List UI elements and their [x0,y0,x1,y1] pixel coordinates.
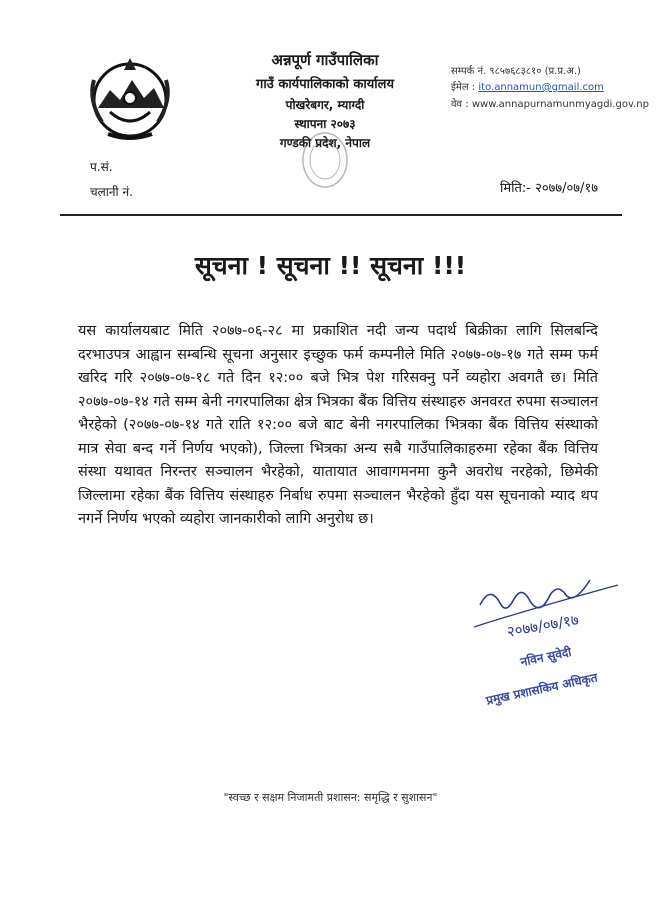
notice-body: यस कार्यालयबाट मिति २०७७-०६-२८ मा प्रकाशित नदी जन्य पदार्थ बिक्रीका लागि सिलबन्दि दरभाउपत्र आह्वान सम्बन्धि सूचना अनुसार इच्छुक फर्म कम्पनीले मिति २०७७-०७-१७ गते सम्म फर्म खरिद गरि २०७७-०७-१८ गते दिन १२:०० बजे भित्र पेश गरिसक्नु पर्ने व्यहोरा अवगतै छ। मिति २०७७-०७-१४ गते सम्म बेनी नगरपालिका क्षेत्र भित्रका बैंक वित्तिय संस्थाहरु अनवरत रुपमा सञ्चालन भैरहेको (२०७७-०७-१४ गते राति १२:०० बजे बाट बेनी नगरपालिका भित्रका बैंक वित्तिय संस्थाको मात्र सेवा बन्द गर्ने निर्णय भएको), जिल्ला भित्रका अन्य सबै गाउँपालिकाहरुमा रहेका बैंक वित्तिय संस्था यथावत निरन्तर सञ्चालन भैरहेको, यातायात आवागमनमा कुनै अवरोध नरहेको, छिमेकी जिल्लामा रहेका बैंक वित्तिय संस्थाहरु निर्बाध रुपमा सञ्चालन भैरहेको हुँदा यस सूचनाको म्याद थप नगर्ने निर्णय भएको व्यहोरा जानकारीको लागि अनुरोध छ। [78,323,598,527]
dispatch-number-label: चलानी नं. [90,185,133,199]
contact-phone: सम्पर्क नं. ९८५७६८३८१० (प्र.प्र.अ.) [451,66,581,77]
handwritten-signature [470,565,620,640]
office-name: अन्नपूर्ण गाउँपालिका [271,51,379,69]
footer-motto: "स्वच्छ र सक्षम निजामती प्रशासन: समृद्धि र सुशासन" [223,791,438,804]
office-subtitle: गाउँ कार्यपालिकाको कार्यालय [256,77,394,92]
signatory-name: नविन सुवेदी [519,644,573,670]
svg-text:२०७७/०७/१७: २०७७/०७/१७ [505,610,581,640]
reference-number-label: प.सं. [90,160,113,174]
office-established: स्थापना २०७३ [294,117,356,131]
email-link[interactable]: ito.annamun@gmail.com [478,82,604,93]
header-divider [60,214,622,216]
office-province: गण्डकी प्रदेश, नेपाल [279,136,371,150]
contact-website[interactable]: वेव : www.annapurnamunmyagdi.gov.np [451,99,649,110]
office-address: पोखरेबगर, म्याग्दी [285,98,365,112]
email-label: ईमेल : [451,82,479,93]
contact-email-line [451,79,604,93]
signatory-title: प्रमुख प्रशासकिय अधिकृत [484,670,599,708]
nepal-emblem-icon [80,50,180,150]
notice-title: सूचना ! सूचना !! सूचना !!! [194,251,467,280]
letter-date: मिति:- २०७७/०७/१७ [500,181,598,196]
